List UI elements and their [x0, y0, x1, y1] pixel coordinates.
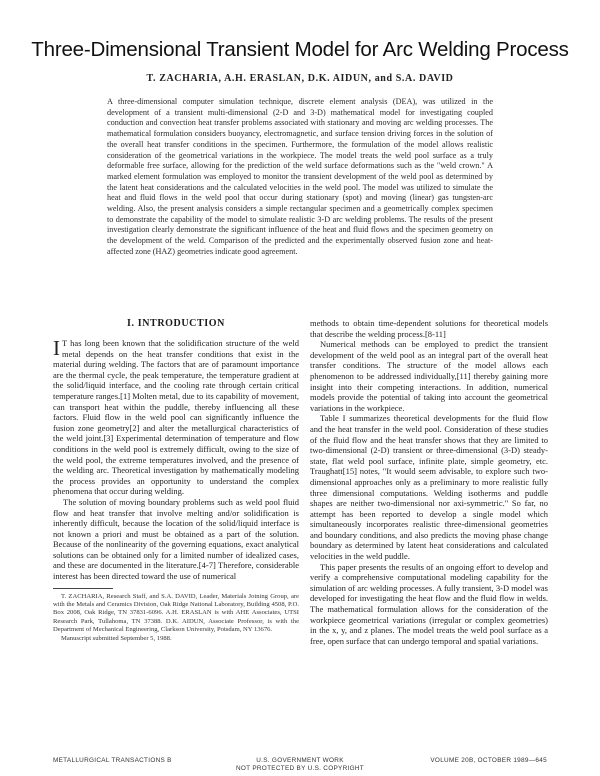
footer-journal: METALLURGICAL TRANSACTIONS B [53, 757, 172, 764]
left-column [53, 318, 299, 643]
intro-paragraph-1-text: T has long been known that the solidification structure of the weld metal depends on the heat transfer conditions that exist in the material during welding. The factors that are of paramount importance are the thermal cycle, the peak temperature, the temperature gradient at the solid/liquid interface, and the cooling rate through certain critical temperature ranges.[1] Molten metal, due to its capability of movement, can transport heat within the puddle, thereby influencing all these factors. Fluid flow in the weld pool can significantly influence the fusion zone geometry[2] and alter the metallurgical characteristics of the weld joint.[3] Experimental determination of temperature and flow conditions in the weld pool is extremely difficult, owing to the size of the weld pool, the extreme temperatures involved, and the presence of the welding arc. Theoretical investigation by mathematically modeling the process provides an opportunity to understand the complex phenomena that occur during welding. [53, 338, 299, 497]
footer-copyright-line-2: NOT PROTECTED BY U.S. COPYRIGHT [235, 765, 365, 772]
section-heading-introduction: I. INTRODUCTION [127, 318, 225, 329]
manuscript-date-footnote: Manuscript submitted September 5, 1988. [61, 634, 172, 642]
right-paragraph-1: methods to obtain time-dependent solutions for theoretical models that describe the welding process.[8-11] [310, 318, 548, 339]
right-paragraph-4: This paper presents the results of an ongoing effort to develop and verify a comprehensive computational modeling capability for the simulation of arc welding processes. A fully transient, 3-D model was developed for investigating the heat flow and the fluid flow in welds. The mathematical formulation allows for the consideration of the workpiece geometrical variations (irregular or complex geometries) in the x, y, and z planes. The model treats the weld pool surface as a free, open surface that can undergo temporal and spatial variations. [310, 561, 548, 646]
right-column [310, 318, 548, 646]
footer-copyright-line-1: U.S. GOVERNMENT WORK [256, 757, 344, 764]
drop-cap: I [53, 336, 60, 360]
paper-authors: T. ZACHARIA, A.H. ERASLAN, D.K. AIDUN, and S.A. DAVID [146, 73, 454, 84]
footer-volume-page: VOLUME 20B, OCTOBER 1989—645 [430, 757, 547, 764]
author-affiliation-footnote: T. ZACHARIA, Research Staff, and S.A. DAVID, Leader, Materials Joining Group, are with the Metals and Ceramics Division, Oak Ridge National Laboratory, Building 4508, P.O. Box 2008, Oak Ridge, TN 37831-6096. A.H. ERASLAN is with AHE Associates, UTSI Research Park, Tullahoma, TN 37388. D.K. AIDUN, Associate Professor, is with the Department of Mechanical Engineering, Clarkson University, Potsdam, NY 13676. [53, 592, 299, 634]
abstract: A three-dimensional computer simulation technique, discrete element analysis (DEA), was utilized in the development of a transient multi-dimensional (2-D and 3-D) mathematical model for investigating coupled conduction and convection heat transfer problems associated with stationary and moving arc welding processes. The mathematical formulation considers buoyancy, electromagnetic, and surface tension driving forces in the solution of the overall heat transfer conditions in the specimen. Furthermore, the formulation of the model allows realistic consideration of the geometrical variations in the workpiece. The model treats the weld pool surface as a truly deformable free surface, allowing for the prediction of the weld surface deformations such as the "weld crown." A marked element formulation was employed to monitor the transient development of the weld pool as determined by the latent heat considerations and the calculated velocities in the weld pool. The model was utilized to simulate the heat and fluid flows in the weld pool that occur during stationary (spot) and moving (linear) gas tungsten-arc welding. Also, the present analysis considers a simple rectangular specimen and a geometrically complex specimen to demonstrate the capability of the model to simulate realistic 3-D arc welding problems. The results of the present investigation clearly demonstrate the significant influence of the heat and fluid flows and the specimen geometry on the development of the weld. Comparison of the predicted and the experimentally observed fusion zone and heat-affected zone (HAZ) geometries indicate good agreement. [107, 97, 493, 256]
intro-paragraph-1 [53, 338, 299, 497]
right-paragraph-2: Numerical methods can be employed to predict the transient development of the weld pool as an integral part of the overall heat transfer conditions. The structure of the model allows each phenomenon to be addressed individually,[11] thereby gaining more insight into their competing interactions. In addition, numerical models provide the potential of taking into account the geometrical variations in the workpiece. [310, 339, 548, 413]
paper-title: Three-Dimensional Transient Model for Arc Welding Process [31, 38, 569, 61]
right-paragraph-3: Table I summarizes theoretical developments for the fluid flow and the heat transfer in the weld pool. Consideration of these studies of the fluid flow and the heat transfer shows that they are limited to two-dimensional (2-D) transient or three-dimensional (3-D) steady-state, flat weld pool surface, infinite plate, simple geometry, etc. Traughatt[15] notes, "It would seem advisable, to explore such two-dimensional approaches only as a preliminary to more realistic fully three dimensional computations. Welding isotherms and puddle shapes are neither two-dimensional nor axi-symmetric." So far, no attempt has been reported to develop a single model which simultaneously incorporates realistic three-dimensional geometries and boundary conditions, and also predicts the moving phase change boundary as determined by latent heat considerations and calculated velocities in the weld puddle. [310, 413, 548, 562]
footnote-divider [53, 588, 113, 589]
intro-paragraph-2: The solution of moving boundary problems such as weld pool fluid flow and heat transfer that involve melting and/or solidification is inherently difficult, because the location of the solid/liquid interface is not known a priori and must be obtained as a part of the solution. Because of the nonlinearity of the governing equations, exact analytical solutions can be obtained only for a limited number of idealized cases, and these are documented in the literature.[4-7] Therefore, considerable interest has been directed toward the use of numerical [53, 496, 299, 582]
